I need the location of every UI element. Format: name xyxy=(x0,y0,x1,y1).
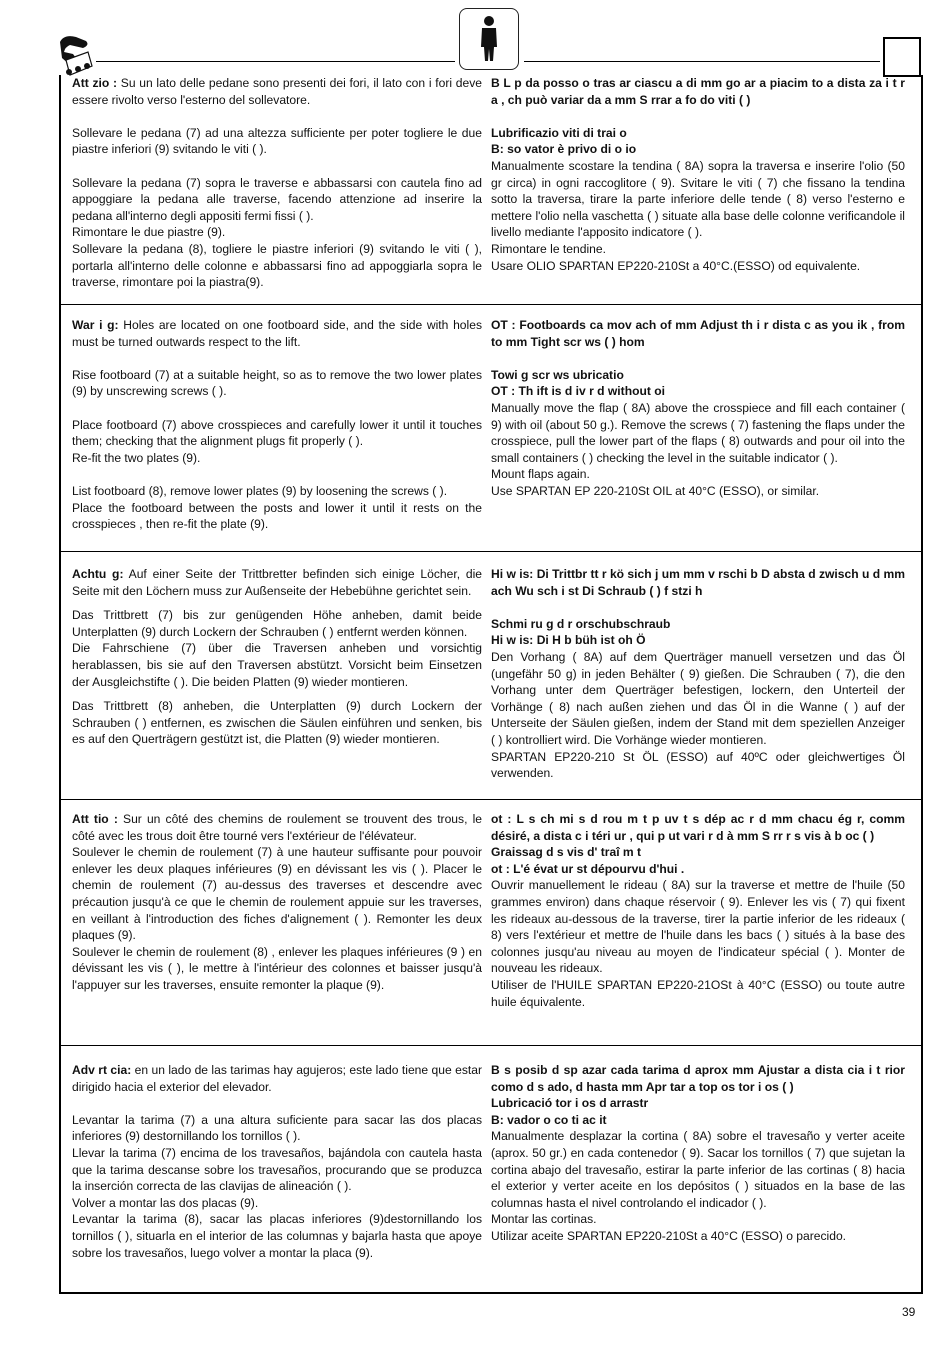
instruction-paragraph: Das Trittbrett (8) anheben, die Unterplatten (9) durch Lockern der Schrauben ( ) entfernen, es zwischen die Säulen einführen und senken, bis es auf den Querträgern gestützt ist, die Platten (9) wieder montieren. xyxy=(72,699,482,747)
oil-spec: SPARTAN EP220-210 St ÖL (ESSO) auf 40ºC oder gleichwertiges Öl verwenden. xyxy=(491,749,905,781)
french-left-column xyxy=(72,811,482,994)
english-right-column xyxy=(491,317,905,500)
instruction-paragraph: Sollevare le pedana (7) ad una altezza sufficiente per poter togliere le due piastre inferiori (9) svitando le viti ( ). xyxy=(72,125,482,157)
warning-paragraph xyxy=(72,1062,482,1095)
instruction-paragraph: Die Fahrschiene (7) über die Traversen anheben und vorsichtig herablassen, bis sie auf den Traversen abstützt. Vorsicht beim Einsetzen der Ausgleichstifte ( ). Die beiden Platten (9) wieder montieren. xyxy=(72,641,482,689)
instruction-paragraph: Place footboard (7) above crosspieces and carefully lower it until it touches them; checking that the alignment plugs fit properly ( ). xyxy=(72,417,482,449)
instruction-paragraph: Levantar la tarima (8), sacar las placas inferiores (9)destornillando los tornillos ( ), situarla en el interior de las columnas y bajarla hasta que apoye sobre los travesaños, luego volver a montar la placa (9). xyxy=(72,1212,482,1260)
instruction-paragraph: Sollevare la pedana (7) sopra le traverse e abbassarsi con cautela fino ad appoggiare la pedana alle traverse, facendo attenzione ad inserire la pedana all'interno degli appositi fermi fissi ( ). xyxy=(72,175,482,223)
spanish-left-column xyxy=(72,1062,482,1261)
oil-spec: Usare OLIO SPARTAN EP220-210St a 40°C.(ESSO) od equivalente. xyxy=(491,258,861,273)
lubrication-title: Lubrificazio viti di trai o xyxy=(491,125,627,140)
lubrication-title: Graissag d s vis d' traî m t xyxy=(491,845,642,860)
note-text: ot : L s ch mi s d rou m t p uv t s dép ac r d mm chacu ég r, comm désiré, a dista c i téri ur , qui p ut vari r d à mm S rr r s vis à b oc ( ) xyxy=(491,812,905,843)
warning-paragraph xyxy=(72,75,482,108)
instruction-paragraph: Sollevare la pedana (8), togliere le piastre inferiori (9) svitando le viti ( ), portarla all'interno delle colonne e abbassarsi fino ad appoggiarla sopra le traverse, rimontare poi la piastra(9). xyxy=(72,241,482,290)
lubrication-paragraph: Rimontare le tendine. xyxy=(491,241,606,256)
instruction-paragraph: Levantar la tarima (7) a una altura suficiente para sacar las dos placas inferiores (9) destornillando los tornillos ( ). xyxy=(72,1112,482,1144)
warning-text: Holes are located on one footboard side, and the side with holes must be turned outwards respect to the lift. xyxy=(72,318,482,349)
spanish-right-column xyxy=(491,1062,905,1245)
instruction-paragraph: Re-fit the two plates (9). xyxy=(72,450,201,465)
lubrication-paragraph: Den Vorhang ( 8A) auf dem Querträger manuell versetzen und das Öl (ungefähr 50 g) in jeden Behälter ( 9) gießen. Die Schrauben ( 7), die den Vorhang unter dem Querträger befestigen, lockern, den Unterteil der Vorhänge ( 8) nach außen ziehen und das Öl in die Wanne ( ) auf der Unterseite der Säulen gießen, indem der Stand mit dem speziellen Anzeiger ( ) kontrolliert wird. Die Vorhänge wieder montieren. xyxy=(491,649,905,747)
note-text: B L p da posso o tras ar ciascu a di mm go ar a piacim to a dista za i t r a , ch può variar da a mm S rrar a fo do viti ( ) xyxy=(491,76,905,107)
lubrication-paragraph: Manualmente scostare la tendina ( 8A) sopra la traversa e inserire l'olio (50 gr circa) in ogni raccoglitore ( 9). Svitare le viti ( 7) che fissano la tendina sotto la traversa, tirare la parte inferiore delle tende ( 8) verso l'esterno e mettere l'olio nella vaschetta ( ) situate alla base delle colonne verificandole il livello mediante l'apposito indicatore ( ). xyxy=(491,158,905,240)
note-text: B s posib d sp azar cada tarima d aprox mm Ajustar a dista cia i t rior como d s ado, d hasta mm Apr tar a top os tor i os ( ) xyxy=(491,1063,905,1094)
section-english xyxy=(61,304,921,552)
lubrication-title: Lubricació tor i os d arrastr xyxy=(491,1096,649,1111)
lubrication-note: Hi w is: Di H b büh ist oh Ö xyxy=(491,633,646,648)
lubrication-paragraph: Manually move the flap ( 8A) above the crosspiece and fill each container ( 9) with oil (about 50 g.). Remove the screws ( 7) fastening the flaps under the crosspiece, pull the lower part of the flaps ( 8) outwards and pour oil into the small containers ( ) checking the level in the suitable indicator ( ). xyxy=(491,400,905,465)
lubrication-note: OT : Th ift is d iv r d without oi xyxy=(491,384,665,399)
oil-spec: Utiliser de l'HUILE SPARTAN EP220-21OSt à 40°C (ESSO) ou toute autre huile équivalente. xyxy=(491,977,905,1009)
warning-paragraph xyxy=(72,811,482,844)
oil-spec: Utilizar aceite SPARTAN EP220-210St a 40°C (ESSO) o parecido. xyxy=(491,1228,847,1243)
header-rule-left xyxy=(96,61,455,62)
warning-title: War i g: xyxy=(72,318,119,332)
instruction-paragraph: Place the footboard between the posts and lower it until it rests on the crosspieces , then re-fit the plate (9). xyxy=(72,500,482,532)
header-rule-right xyxy=(524,61,880,62)
note-text: Hi w is: Di Trittbr tt r kö sich j um mm v rschi b D absta d zwisch u d mm ach Wu sch i st Di Schraub ( ) f stzi h xyxy=(491,567,905,598)
lubrication-note: B: so vator è privo di o io xyxy=(491,142,637,157)
french-right-column xyxy=(491,811,905,1010)
warning-title: Att zio : xyxy=(72,76,118,90)
warning-paragraph xyxy=(72,317,482,350)
person-icon-box xyxy=(459,8,519,70)
italian-left-column xyxy=(72,75,482,291)
person-icon xyxy=(460,9,518,69)
manual-table xyxy=(59,75,923,1294)
lubrication-paragraph: Mount flaps again. xyxy=(491,467,590,482)
warning-paragraph xyxy=(72,566,482,599)
instruction-paragraph: Rise footboard (7) at a suitable height, so as to remove the two lower plates (9) by unscrewing screws ( ). xyxy=(72,367,482,399)
german-right-column xyxy=(491,566,905,782)
lubrication-note: ot : L'é évat ur st dépourvu d'hui . xyxy=(491,861,685,876)
section-german xyxy=(61,551,921,800)
instruction-paragraph: Soulever le chemin de roulement (7) à une hauteur suffisante pour pouvoir enlever les deux plaques inférieures (9) en dévissant les vis ( ). Placer le chemin de roulement (7) au-dessus des traverses et descendre avec précaution jusqu'à ce que le chemin de roulement appuie sur les traverses, en veillant à l'introduction des fiches d'alignement ( ). Remonter les deux plaques (9). xyxy=(72,845,482,943)
warning-title: Att tio : xyxy=(72,812,118,826)
instruction-paragraph: Soulever le chemin de roulement (8) , enlever les plaques inférieures (9 ) en dévissant les vis ( ), le mettre à l'intérieur des colonnes et baisser jusqu'à l'appuyer sur les traverses, ensuite remonter la plaque (9). xyxy=(72,944,482,992)
platform-logo-icon xyxy=(56,32,96,78)
warning-text: Su un lato delle pedane sono presenti dei fori, il lato con i fori deve essere rivolto verso l'esterno del sollevatore. xyxy=(72,76,482,107)
instruction-paragraph: List footboard (8), remove lower plates (9) by loosening the screws ( ). xyxy=(72,483,448,498)
warning-text: Auf einer Seite der Trittbretter befinden sich einige Löcher, die Seite mit den Löchern muss zur Außenseite der Hebebühne gerichtet sein. xyxy=(72,567,482,598)
page-number: 39 xyxy=(902,1305,916,1319)
lubrication-title: Schmi ru g d r orschubschraub xyxy=(491,616,671,631)
warning-title: Adv rt cia: xyxy=(72,1063,132,1077)
english-left-column xyxy=(72,317,482,533)
note-text: OT : Footboards ca mov ach of mm Adjust th i r dista c as you ik , from to mm Tight scr ws ( ) hom xyxy=(491,318,905,349)
lubrication-paragraph: Ouvrir manuellement le rideau ( 8A) sur la traverse et mettre de l'huile (50 grammes environ) dans chaque réservoir ( 9). Enlever les vis ( 7) qui fixent les rideaux au-dessous de la traverse, tirer la partie inferior de les rideaux ( 8) vers l'extérieur et mettre de l'huile dans les bacs ( ) situés à la base des colonnes jusqu'au niveau au moyen de l'indicateur spécial ( ). Monter de nouveau les rideaux. xyxy=(491,878,905,976)
oil-spec: Use SPARTAN EP 220-210St OIL at 40°C (ESSO), or similar. xyxy=(491,483,820,498)
instruction-paragraph: Volver a montar las dos placas (9). xyxy=(72,1195,259,1210)
warning-title: Achtu g: xyxy=(72,567,124,581)
german-left-column xyxy=(72,566,482,748)
lubrication-paragraph: Montar las cortinas. xyxy=(491,1212,597,1227)
instruction-paragraph: Rimontare le due piastre (9). xyxy=(72,225,226,240)
lubrication-paragraph: Manualmente desplazar la cortina ( 8A) sobre el travesaño y verter aceite (aprox. 50 gr.) en cada contenedor ( 9). Sacar los tornillos ( 7) que sujetan la cortina abajo del travesaño, estirar la parte inferior de las cortinas ( 8) hacia el exterior y verter aceite en los depósitos ( ) situados en la base de las columnas hasta el nivel controlando el indicador ( ). xyxy=(491,1129,905,1210)
italian-right-column xyxy=(491,75,905,274)
empty-square-icon xyxy=(883,37,921,77)
section-spanish xyxy=(61,1045,921,1292)
warning-text: en un lado de las tarimas hay agujeros; este lado tiene que estar dirigido hacia el exterior del elevador. xyxy=(72,1063,482,1094)
section-italian xyxy=(61,75,921,305)
lubrication-note: B: vador o co ti ac it xyxy=(491,1112,607,1127)
warning-text: Sur un côté des chemins de roulement se trouvent des trous, le côté avec les trous doit être tourné vers l'extérieur de l'élévateur. xyxy=(72,812,482,843)
lubrication-title: Towi g scr ws ubricatio xyxy=(491,367,624,382)
section-french xyxy=(61,799,921,1046)
instruction-paragraph: Llevar la tarima (7) encima de los travesaños, bajándola con cautela hasta que la tarima descanse sobre los travesaños, procurando que se produzca la inserción correcta de las clavijas de alineación ( ). xyxy=(72,1145,482,1194)
instruction-paragraph: Das Trittbrett (7) bis zur genügenden Höhe anheben, damit beide Unterplatten (9) durch Lockern der Schrauben ( ) entfernt werden können. xyxy=(72,608,482,639)
